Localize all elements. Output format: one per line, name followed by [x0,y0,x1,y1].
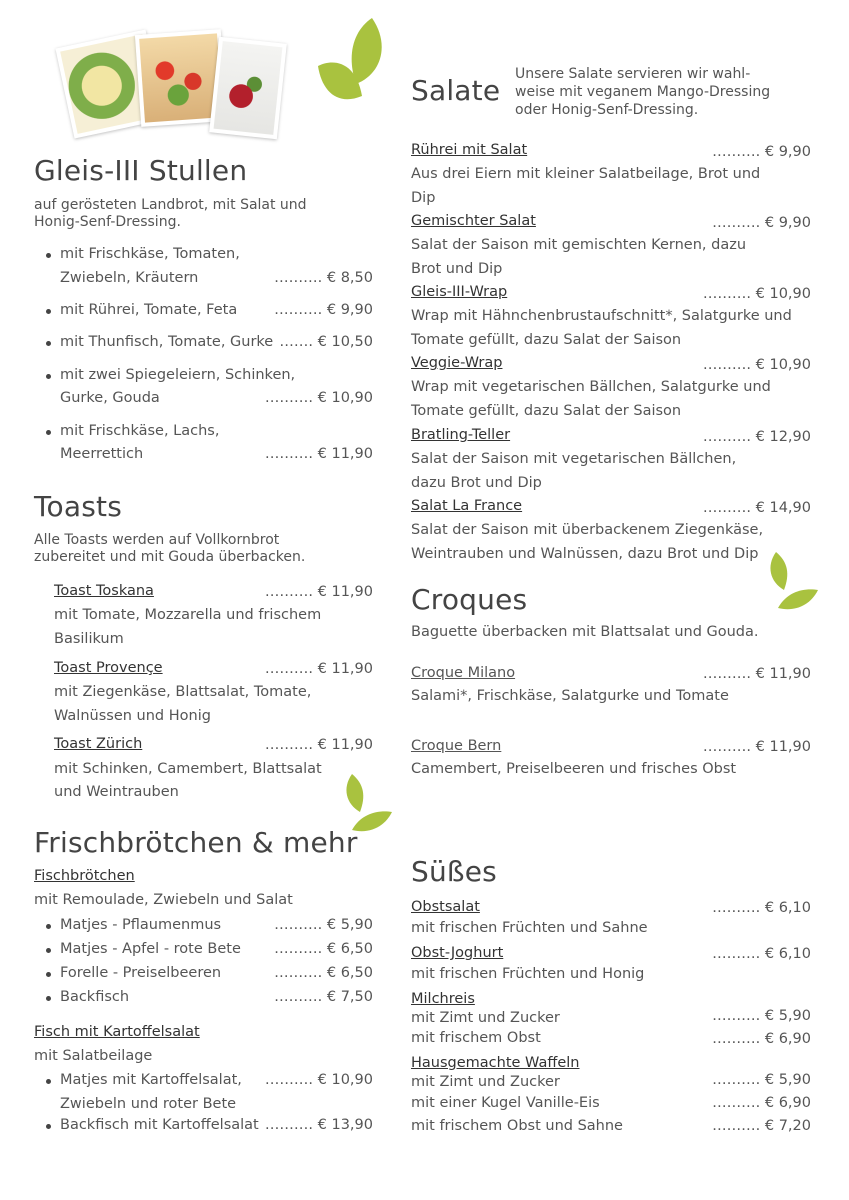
price: ………. € 6,90 [712,1095,811,1111]
list-item: Backfisch [60,989,130,1005]
list-item: Gurke, Gouda [60,390,160,406]
item-name: Veggie-Wrap [411,355,503,371]
price: ………. € 11,90 [702,666,811,682]
section-title-croques: Croques [411,583,528,616]
price: ………. € 6,10 [712,900,811,916]
bullet [46,430,51,435]
bullet [46,374,51,379]
price: ………. € 6,50 [274,941,373,957]
item-option: mit Zimt und Zucker [411,1010,560,1026]
item-desc: Salat der Saison mit vegetarischen Bällchen, [411,451,737,467]
leaf-icon [316,14,390,106]
item-desc: Wrap mit vegetarischen Bällchen, Salatgurke und [411,379,771,395]
bullet [46,996,51,1001]
item-name: Rührei mit Salat [411,142,528,158]
bullet [46,253,51,258]
price: ………. € 10,90 [264,390,373,406]
section-intro: weise mit veganem Mango-Dressing [515,84,771,100]
price: ………. € 5,90 [274,917,373,933]
price: ………. € 13,90 [264,1117,373,1133]
item-name: Toast Zürich [54,736,143,752]
section-title-suesses: Süßes [411,855,497,888]
item-desc: Tomate gefüllt, dazu Salat der Saison [411,403,682,419]
price: ………. € 11,90 [264,446,373,462]
item-desc: mit Tomate, Mozzarella und frischem [54,607,322,623]
price: ………. € 5,90 [712,1072,811,1088]
item-desc: Weintrauben und Walnüssen, dazu Brot und Dip [411,546,759,562]
item-desc: mit Salatbeilage [34,1048,153,1064]
item-name: Toast Provençe [54,660,163,676]
item-desc: Tomate gefüllt, dazu Salat der Saison [411,332,682,348]
list-item: Forelle - Preiselbeeren [60,965,222,981]
item-desc: Aus drei Eiern mit kleiner Salatbeilage, Brot und [411,166,761,182]
item-desc: mit Schinken, Camembert, Blattsalat [54,761,322,777]
item-name: Croque Bern [411,738,502,754]
list-item: mit Frischkäse, Tomaten, [60,246,240,262]
bullet [46,1124,51,1129]
section-intro: oder Honig-Senf-Dressing. [515,102,699,118]
bullet [46,924,51,929]
item-option: mit frischem Obst und Sahne [411,1118,623,1134]
item-option: mit frischem Obst [411,1030,541,1046]
section-title-toasts: Toasts [34,490,122,523]
item-option: mit Zimt und Zucker [411,1074,560,1090]
item-name: Salat La France [411,498,523,514]
leaf-icon [766,550,818,612]
list-item: Matjes - Apfel - rote Bete [60,941,241,957]
price: ………. € 12,90 [702,429,811,445]
item-name: Gleis-III-Wrap [411,284,508,300]
item-name: Bratling-Teller [411,427,511,443]
price: ………. € 9,90 [712,215,811,231]
price: ………. € 9,90 [274,302,373,318]
item-desc: Salat der Saison mit gemischten Kernen, dazu [411,237,747,253]
list-item: mit Frischkäse, Lachs, [60,423,220,439]
item-desc: Wrap mit Hähnchenbrustaufschnitt*, Salatgurke und [411,308,792,324]
price: ………. € 11,90 [264,737,373,753]
leaf-icon [342,772,392,834]
item-desc: mit frischen Früchten und Honig [411,966,645,982]
item-name: Fischbrötchen [34,868,135,884]
item-name: Milchreis [411,991,475,1007]
list-item: Matjes - Pflaumenmus [60,917,222,933]
item-desc: Salat der Saison mit überbackenem Ziegenkäse, [411,522,764,538]
list-item: mit zwei Spiegeleiern, Schinken, [60,367,296,383]
price: ………. € 7,20 [712,1118,811,1134]
item-name: Hausgemachte Waffeln [411,1055,580,1071]
item-desc: Basilikum [54,631,124,647]
list-item: mit Rührei, Tomate, Feta [60,302,238,318]
section-title-stullen: Gleis-III Stullen [34,154,248,187]
item-desc: mit Remoulade, Zwiebeln und Salat [34,892,293,908]
list-item: Zwiebeln, Kräutern [60,270,199,286]
price: ………. € 7,50 [274,989,373,1005]
price: ………. € 11,90 [264,584,373,600]
item-name: Fisch mit Kartoffelsalat [34,1024,200,1040]
price: ………. € 5,90 [712,1008,811,1024]
section-intro: Baguette überbacken mit Blattsalat und Gouda. [411,624,759,640]
list-item: Matjes mit Kartoffelsalat, [60,1072,242,1088]
price: ………. € 6,10 [712,946,811,962]
item-desc: dazu Brot und Dip [411,475,542,491]
item-desc: und Weintrauben [54,784,179,800]
item-option: mit einer Kugel Vanille-Eis [411,1095,600,1111]
section-intro: auf gerösteten Landbrot, mit Salat und [34,197,307,213]
price: ………. € 8,50 [274,270,373,286]
price: ………. € 14,90 [702,500,811,516]
list-item: Zwiebeln und roter Bete [60,1096,237,1112]
item-name: Obstsalat [411,899,480,915]
price: ……. € 10,50 [279,334,373,350]
item-desc: Camembert, Preiselbeeren und frisches Obst [411,761,737,777]
section-intro: Honig-Senf-Dressing. [34,214,181,230]
item-desc: Walnüssen und Honig [54,708,211,724]
item-name: Toast Toskana [54,583,154,599]
price: ………. € 10,90 [702,286,811,302]
section-intro: zubereitet und mit Gouda überbacken. [34,549,306,565]
item-name: Gemischter Salat [411,213,536,229]
section-intro: Alle Toasts werden auf Vollkornbrot [34,532,280,548]
price: ………. € 11,90 [264,661,373,677]
item-desc: Dip [411,190,436,206]
item-name: Obst-Joghurt [411,945,504,961]
price: ………. € 6,90 [712,1031,811,1047]
bullet [46,341,51,346]
section-intro: Unsere Salate servieren wir wahl- [515,66,751,82]
section-title-salate: Salate [411,74,501,107]
list-item: Meerrettich [60,446,144,462]
item-desc: Brot und Dip [411,261,503,277]
price: ………. € 11,90 [702,739,811,755]
item-name: Croque Milano [411,665,516,681]
item-desc: mit Ziegenkäse, Blattsalat, Tomate, [54,684,312,700]
price: ………. € 9,90 [712,144,811,160]
bullet [46,948,51,953]
item-desc: Salami*, Frischkäse, Salatgurke und Tomate [411,688,729,704]
list-item: Backfisch mit Kartoffelsalat [60,1117,259,1133]
price: ………. € 10,90 [702,357,811,373]
bullet [46,1079,51,1084]
item-desc: mit frischen Früchten und Sahne [411,920,648,936]
list-item: mit Thunfisch, Tomate, Gurke [60,334,274,350]
price: ………. € 10,90 [264,1072,373,1088]
section-title-frisch: Frischbrötchen & mehr [34,826,358,859]
bullet [46,972,51,977]
food-photo [209,37,287,140]
bullet [46,309,51,314]
price: ………. € 6,50 [274,965,373,981]
